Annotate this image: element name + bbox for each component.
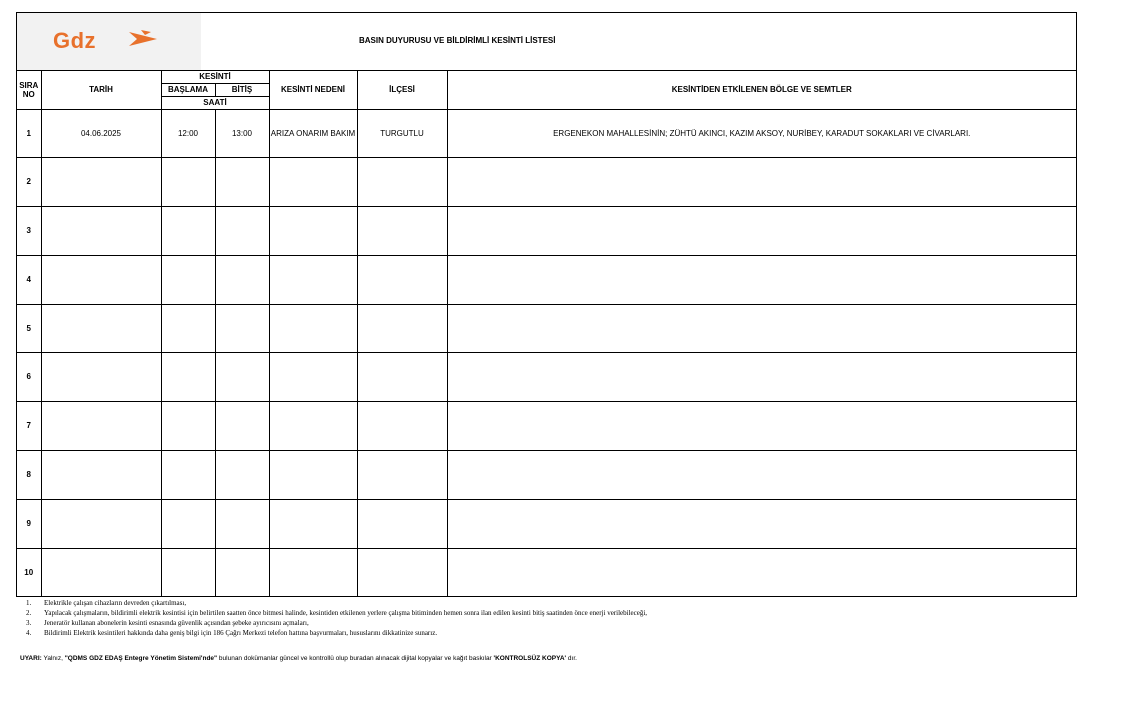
cell-neden bbox=[269, 401, 357, 450]
title-row bbox=[17, 13, 1076, 71]
list-item bbox=[26, 628, 647, 638]
cell-neden bbox=[269, 450, 357, 499]
note-number: 4. bbox=[26, 629, 32, 637]
logo-text: Gdz bbox=[53, 28, 97, 53]
cell-bitis bbox=[215, 304, 269, 352]
table-row bbox=[17, 255, 1076, 304]
cell-neden bbox=[269, 157, 357, 206]
cell-ilce bbox=[357, 255, 447, 304]
notes-list bbox=[26, 598, 647, 638]
cell-ilce bbox=[357, 450, 447, 499]
cell-bitis bbox=[215, 255, 269, 304]
cell-neden bbox=[269, 255, 357, 304]
warning-label: UYARI: bbox=[20, 655, 42, 662]
cell-bitis bbox=[215, 401, 269, 450]
cell-baslama bbox=[161, 450, 215, 499]
cell-bolge bbox=[447, 157, 1076, 206]
cell-tarih: 04.06.2025 bbox=[41, 109, 161, 157]
header-ilcesi: İLÇESİ bbox=[357, 71, 447, 109]
cell-bolge bbox=[447, 450, 1076, 499]
list-item bbox=[26, 598, 647, 608]
cell-ilce bbox=[357, 304, 447, 352]
cell-ilce bbox=[357, 499, 447, 548]
header-kesinti-nedeni: KESİNTİ NEDENİ bbox=[269, 71, 357, 109]
cell-bolge bbox=[447, 255, 1076, 304]
cell-neden bbox=[269, 352, 357, 401]
table-row bbox=[17, 548, 1076, 596]
cell-bitis bbox=[215, 206, 269, 255]
cell-tarih bbox=[41, 206, 161, 255]
row-number: 10 bbox=[17, 548, 41, 596]
header-sira-no: SIRA NO bbox=[17, 71, 41, 109]
row-number: 6 bbox=[17, 352, 41, 401]
warning-system-name: "QDMS GDZ EDAŞ Entegre Yönetim Sistemi'nde" bbox=[64, 655, 218, 662]
gdz-logo bbox=[17, 13, 201, 70]
cell-bitis bbox=[215, 352, 269, 401]
note-text: Bildirimli Elektrik kesintileri hakkında daha geniş bilgi için 186 Çağrı Merkezi telefon hattına başvurmaları, hususlarını dikkatinize sunarız. bbox=[44, 629, 438, 637]
cell-bitis bbox=[215, 157, 269, 206]
warning-footer bbox=[20, 655, 577, 662]
cell-bolge: ERGENEKON MAHALLESİNİN; ZÜHTÜ AKINCI, KAZIM AKSOY, NURİBEY, KARADUT SOKAKLARI VE CİVARLARI. bbox=[447, 109, 1076, 157]
table-row bbox=[17, 304, 1076, 352]
warning-text-2: bulunan dokümanlar güncel ve kontrollü olup buradan alınacak dijital kopyalar ve kağıt baskılar bbox=[217, 655, 494, 662]
cell-baslama bbox=[161, 304, 215, 352]
row-number: 9 bbox=[17, 499, 41, 548]
cell-bitis bbox=[215, 499, 269, 548]
cell-tarih bbox=[41, 255, 161, 304]
cell-ilce bbox=[357, 401, 447, 450]
outage-table bbox=[17, 71, 1076, 596]
cell-ilce: TURGUTLU bbox=[357, 109, 447, 157]
cell-bitis bbox=[215, 548, 269, 596]
logo-arrow-icon bbox=[127, 29, 159, 49]
cell-neden: ARIZA ONARIM BAKIM bbox=[269, 109, 357, 157]
table-row bbox=[17, 157, 1076, 206]
cell-bolge bbox=[447, 352, 1076, 401]
header-kesinti: KESİNTİ bbox=[161, 71, 269, 83]
cell-baslama bbox=[161, 255, 215, 304]
cell-neden bbox=[269, 206, 357, 255]
table-row bbox=[17, 450, 1076, 499]
cell-tarih bbox=[41, 157, 161, 206]
cell-bolge bbox=[447, 401, 1076, 450]
table-row bbox=[17, 206, 1076, 255]
row-number: 3 bbox=[17, 206, 41, 255]
cell-baslama bbox=[161, 157, 215, 206]
cell-baslama bbox=[161, 499, 215, 548]
table-row bbox=[17, 109, 1076, 157]
cell-tarih bbox=[41, 352, 161, 401]
outage-list-sheet bbox=[16, 12, 1077, 597]
list-item bbox=[26, 608, 647, 618]
cell-neden bbox=[269, 304, 357, 352]
row-number: 5 bbox=[17, 304, 41, 352]
cell-baslama bbox=[161, 548, 215, 596]
cell-ilce bbox=[357, 206, 447, 255]
row-number: 4 bbox=[17, 255, 41, 304]
note-number: 1. bbox=[26, 599, 32, 607]
note-text: Elektrikle çalışan cihazların devreden çıkartılması, bbox=[44, 599, 187, 607]
cell-ilce bbox=[357, 352, 447, 401]
cell-tarih bbox=[41, 304, 161, 352]
table-row bbox=[17, 352, 1076, 401]
cell-tarih bbox=[41, 401, 161, 450]
cell-bolge bbox=[447, 304, 1076, 352]
cell-baslama: 12:00 bbox=[161, 109, 215, 157]
cell-bitis: 13:00 bbox=[215, 109, 269, 157]
header-bitis: BİTİŞ bbox=[215, 83, 269, 96]
header-tarih: TARİH bbox=[41, 71, 161, 109]
warning-text-3: dır. bbox=[566, 655, 577, 662]
warning-uncontrolled-copy: 'KONTROLSÜZ KOPYA' bbox=[493, 655, 567, 662]
row-number: 1 bbox=[17, 109, 41, 157]
cell-ilce bbox=[357, 548, 447, 596]
list-item bbox=[26, 618, 647, 628]
note-text: Jeneratör kullanan abonelerin kesinti esnasında güvenlik açısından şebeke ayırıcısını açmaları, bbox=[44, 619, 309, 627]
cell-tarih bbox=[41, 499, 161, 548]
cell-ilce bbox=[357, 157, 447, 206]
note-number: 2. bbox=[26, 609, 32, 617]
cell-neden bbox=[269, 499, 357, 548]
cell-baslama bbox=[161, 352, 215, 401]
cell-bolge bbox=[447, 548, 1076, 596]
header-baslama: BAŞLAMA bbox=[161, 83, 215, 96]
cell-neden bbox=[269, 548, 357, 596]
cell-tarih bbox=[41, 548, 161, 596]
cell-tarih bbox=[41, 450, 161, 499]
row-number: 2 bbox=[17, 157, 41, 206]
row-number: 8 bbox=[17, 450, 41, 499]
note-number: 3. bbox=[26, 619, 32, 627]
header-saati: SAATİ bbox=[161, 96, 269, 109]
row-number: 7 bbox=[17, 401, 41, 450]
note-text: Yapılacak çalışmaların, bildirimli elektrik kesintisi için belirtilen saatten önce bitmesi halinde, kesintiden etkilenen yerlere çalışma bitiminden hemen sonra ilan edilen kesinti bitiş saatinden önce enerji verilebileceği, bbox=[44, 609, 648, 617]
cell-bitis bbox=[215, 450, 269, 499]
document-title: BASIN DUYURUSU VE BİLDİRİMLİ KESİNTİ LİSTESİ bbox=[359, 36, 556, 45]
cell-baslama bbox=[161, 206, 215, 255]
table-row bbox=[17, 499, 1076, 548]
cell-baslama bbox=[161, 401, 215, 450]
cell-bolge bbox=[447, 499, 1076, 548]
warning-text-1: Yalnız, bbox=[41, 655, 65, 662]
header-bolge: KESİNTİDEN ETKİLENEN BÖLGE VE SEMTLER bbox=[447, 71, 1076, 109]
table-row bbox=[17, 401, 1076, 450]
cell-bolge bbox=[447, 206, 1076, 255]
